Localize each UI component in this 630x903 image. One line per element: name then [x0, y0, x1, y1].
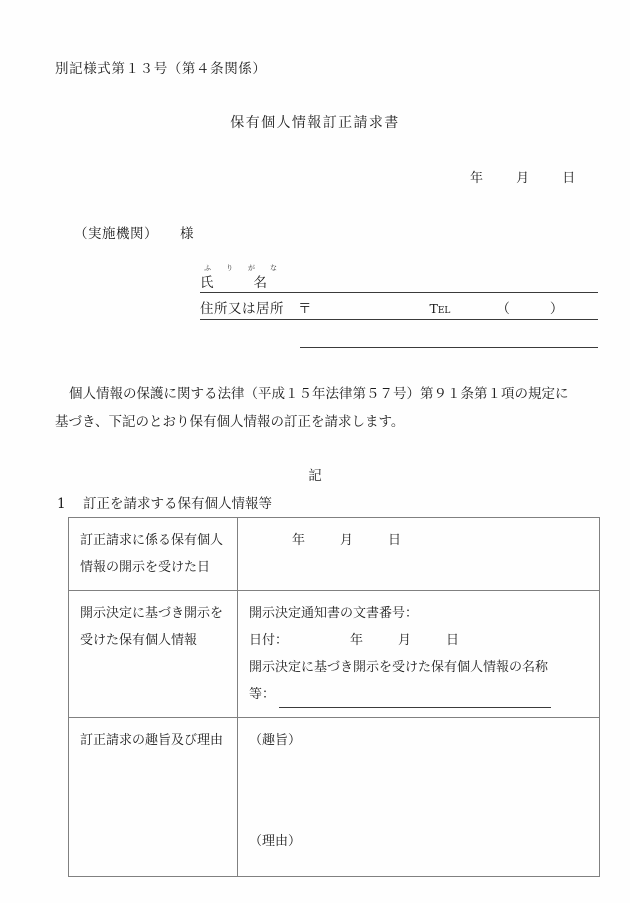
applicant-block — [200, 265, 598, 320]
tel-paren-close: ） — [549, 301, 564, 317]
row3-purpose-write-area[interactable] — [249, 754, 589, 828]
row1-label-line2: 情報の開示を受けた日 — [80, 560, 211, 575]
submission-date-day: 日 — [562, 171, 576, 186]
row1-value-cell[interactable] — [238, 518, 600, 591]
postal-mark-icon: 〒 — [298, 301, 312, 317]
row1-label-line1: 訂正請求に係る保有個人 — [80, 533, 224, 548]
table-row — [69, 718, 600, 877]
row2-info-name-line2: 等： — [249, 687, 276, 702]
submission-date-year: 年 — [470, 171, 484, 186]
tel-label: Tel — [429, 301, 451, 316]
row3-value-cell[interactable] — [238, 718, 600, 877]
form-number: 別記様式第１３号（第４条関係） — [55, 61, 267, 77]
row2-date-year: 年 — [350, 633, 364, 648]
row3-label: 訂正請求の趣旨及び理由 — [80, 733, 224, 748]
section-heading — [57, 492, 272, 512]
request-details-table — [68, 517, 600, 877]
address-row-inner — [200, 297, 563, 317]
body-paragraph — [55, 380, 603, 436]
row2-label-line2: 受けた保有個人情報 — [80, 633, 198, 648]
row2-label-line1: 開示決定に基づき開示を — [80, 606, 224, 621]
furigana-char-3: が — [248, 264, 255, 272]
row3-reason-label: （理由） — [249, 834, 302, 849]
row1-date — [292, 527, 401, 554]
submission-date — [0, 167, 630, 186]
row2-date-line — [249, 627, 589, 654]
row2-label-cell — [69, 591, 238, 718]
tel-paren-open: （ — [496, 301, 510, 317]
submission-date-month: 月 — [516, 171, 530, 186]
name-label-char2: 名 — [253, 275, 267, 291]
row3-purpose-label: （趣旨） — [249, 733, 302, 748]
row2-value-cell[interactable] — [238, 591, 600, 718]
applicant-name-label — [200, 271, 267, 291]
applicant-extra-write-line[interactable] — [300, 347, 598, 348]
row1-date-year: 年 — [292, 533, 306, 548]
table-row — [69, 518, 600, 591]
body-line-1: 個人情報の保護に関する法律（平成１５年法律第５７号）第９１条第１項の規定に — [69, 386, 569, 402]
row2-info-name-line1: 開示決定に基づき開示を受けた保有個人情報の名称 — [249, 660, 549, 675]
section-number: 1 — [57, 496, 66, 512]
furigana-char-4: な — [270, 264, 277, 272]
row2-info-name-line2-wrap — [249, 681, 589, 708]
table-row — [69, 591, 600, 718]
addressee — [74, 222, 194, 242]
row1-label-cell — [69, 518, 238, 591]
row2-doc-number-label: 開示決定通知書の文書番号： — [249, 606, 419, 621]
document-title: 保有個人情報訂正請求書 — [230, 115, 400, 131]
section-heading-text: 訂正を請求する保有個人情報等 — [83, 496, 272, 512]
row2-info-name-input-line[interactable] — [279, 690, 551, 708]
ki-marker: 記 — [308, 468, 322, 484]
row2-date-label: 日付： — [249, 633, 289, 648]
addressee-honorific: 様 — [180, 226, 194, 242]
addressee-organization: （実施機関） — [74, 226, 158, 242]
row2-date-day: 日 — [446, 633, 460, 648]
furigana-char-2: り — [226, 264, 233, 272]
applicant-name-field[interactable] — [200, 265, 598, 293]
furigana-char-1: ふ — [204, 264, 211, 272]
address-label: 住所又は居所 — [200, 301, 284, 317]
row2-date-month: 月 — [398, 633, 412, 648]
applicant-address-field[interactable] — [200, 293, 598, 320]
row3-label-cell — [69, 718, 238, 877]
row1-date-day: 日 — [388, 533, 402, 548]
name-label-char1: 氏 — [200, 275, 214, 291]
row1-date-month: 月 — [340, 533, 354, 548]
body-line-2: 基づき、下記のとおり保有個人情報の訂正を請求します。 — [55, 414, 405, 430]
